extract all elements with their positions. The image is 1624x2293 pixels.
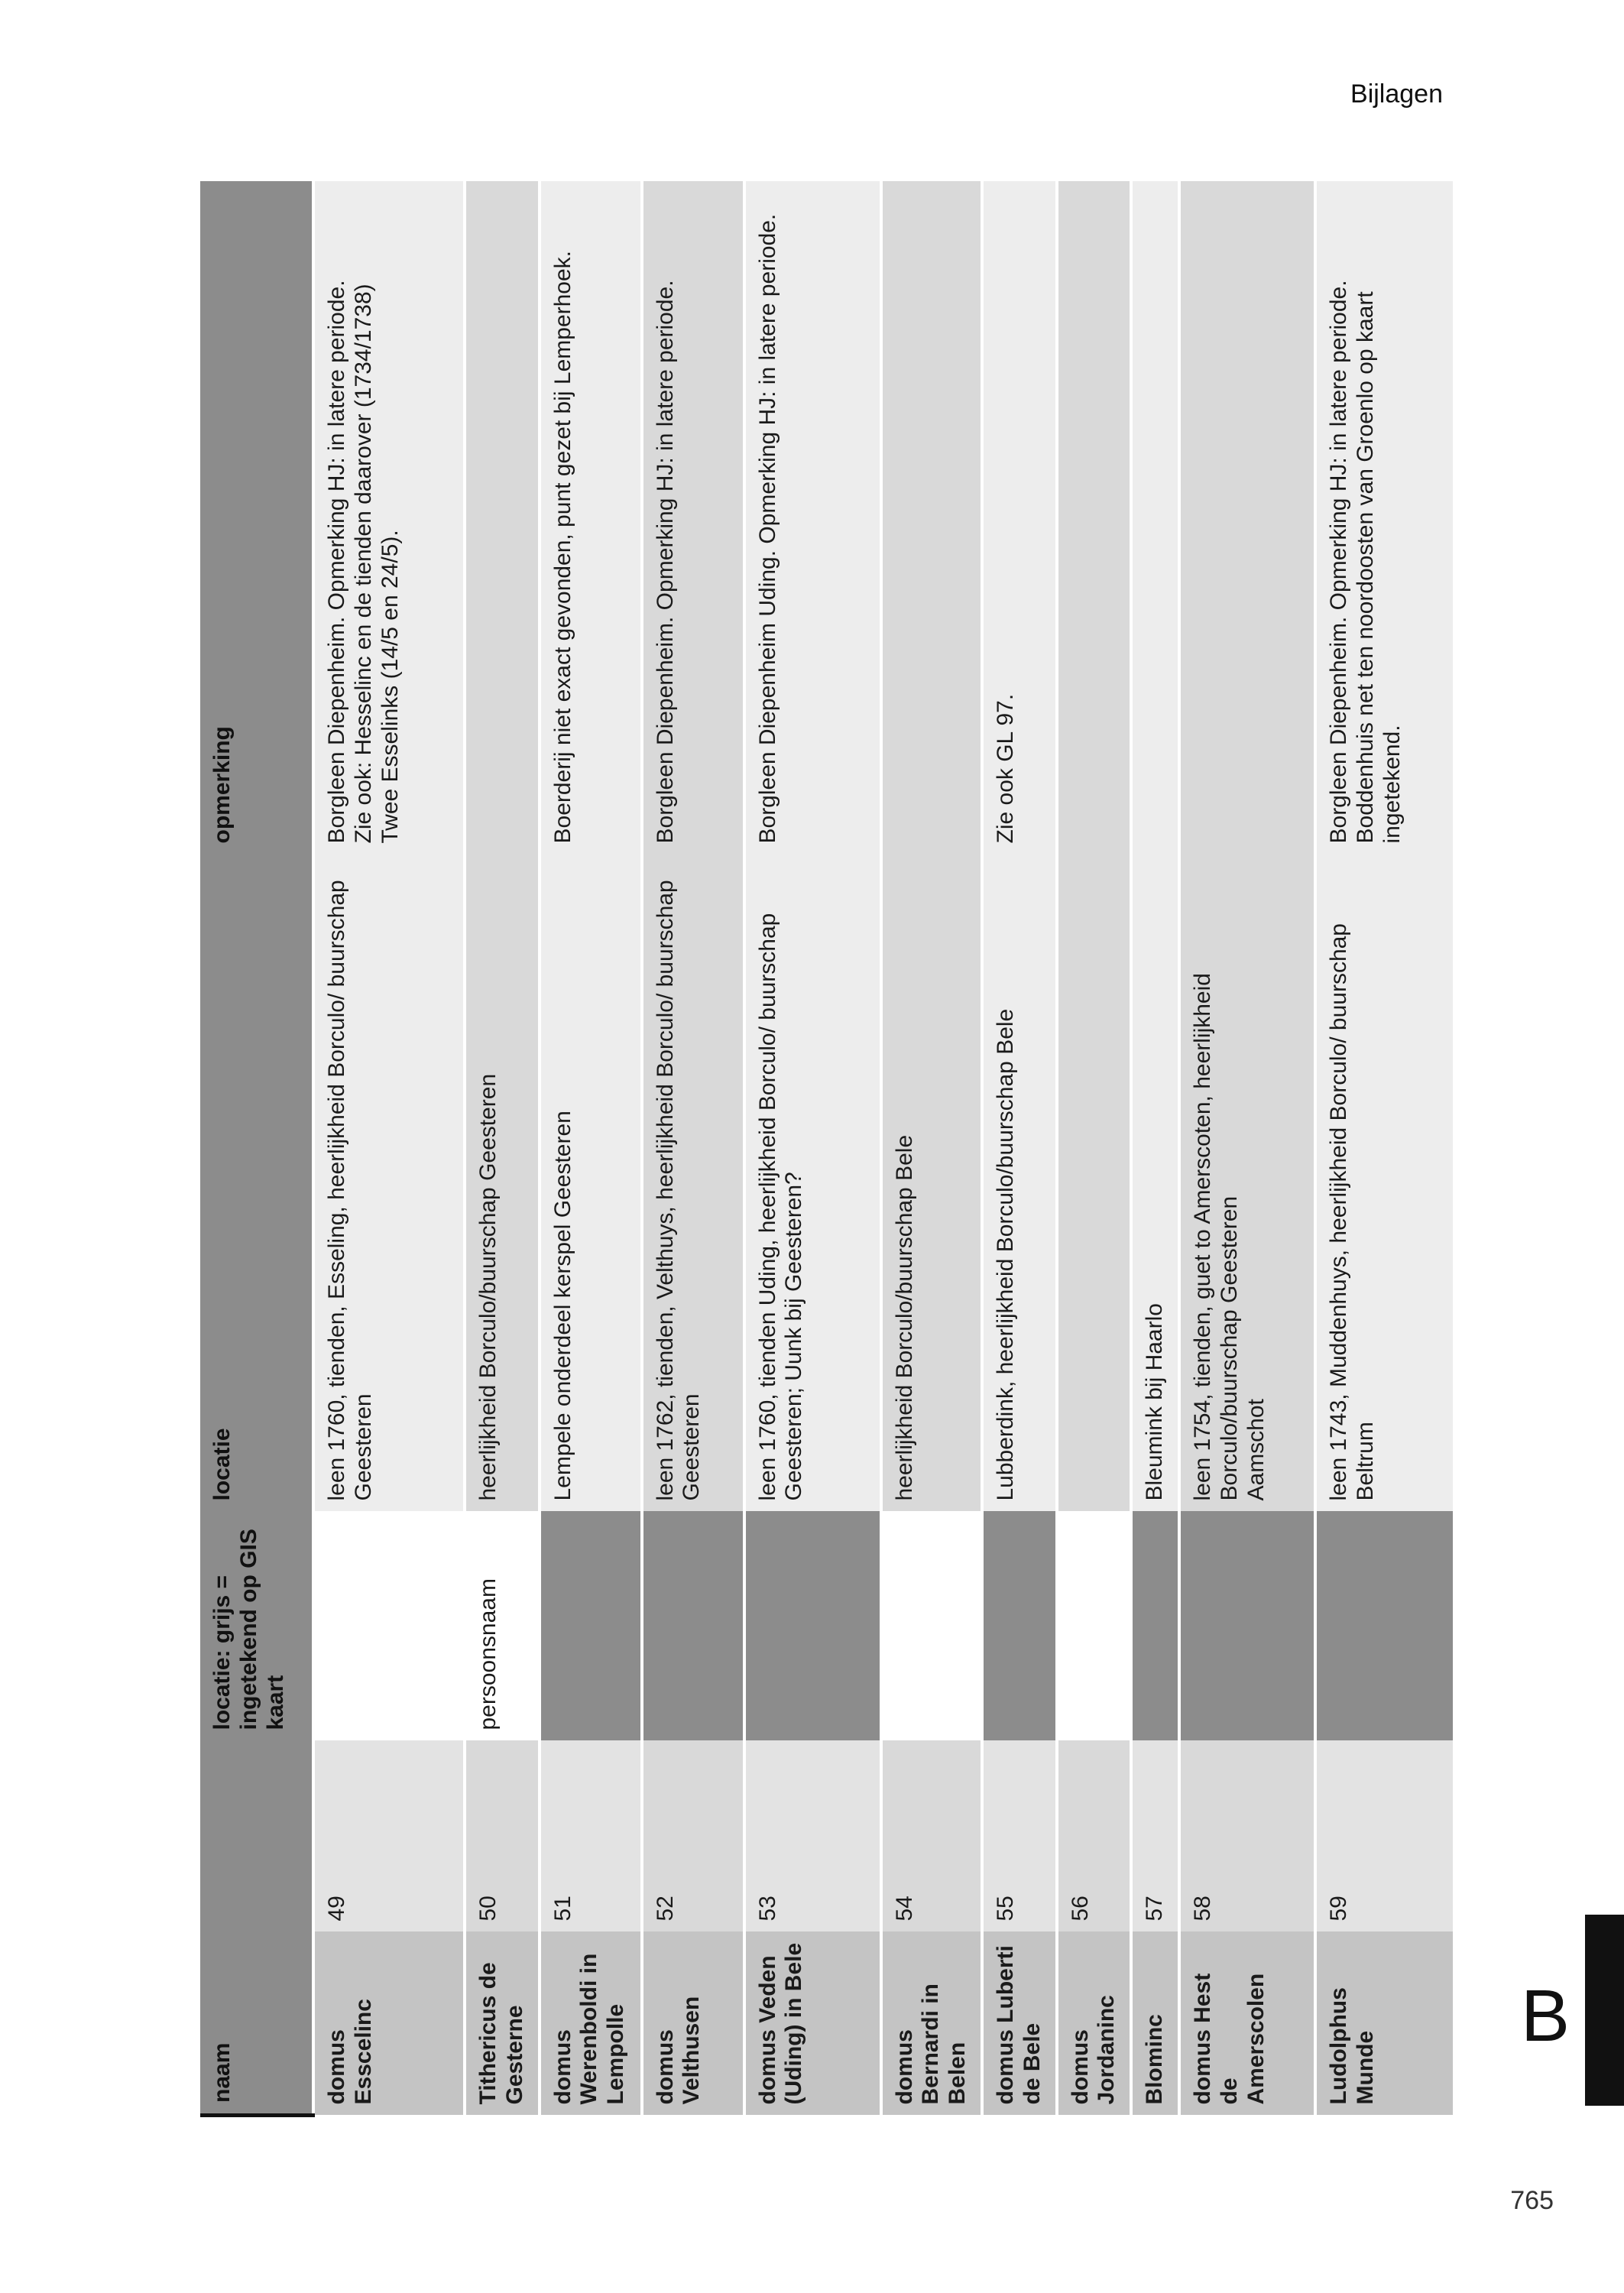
cell-nr: 50	[465, 1741, 540, 1932]
cell-gis	[540, 1512, 642, 1741]
cell-gis	[1057, 1512, 1132, 1741]
cell-opmerking: Borgleen Diepenheim. Opmerking HJ: in latere periode.	[642, 182, 744, 855]
page-number: 765	[1510, 2186, 1554, 2215]
cell-nr: 53	[744, 1741, 881, 1932]
cell-opmerking: Zie ook GL 97.	[982, 182, 1057, 855]
table-row	[465, 182, 540, 2116]
table-row	[642, 182, 744, 2116]
cell-naam: domus Bernardi in Belen	[881, 1932, 982, 2116]
cell-opmerking: Boerderij niet exact gevonden, punt gezet bij Lemperhoek.	[540, 182, 642, 855]
cell-opmerking: Borgleen Diepenheim. Opmerking HJ: in latere periode. Zie ook: Hesselinc en de tienden daarover (1734/1738) Twee Esselinks (14/5 en 24/5).	[313, 182, 465, 855]
cell-gis	[1131, 1512, 1179, 1741]
cell-locatie: Lempele onderdeel kerspel Geesteren	[540, 855, 642, 1512]
cell-locatie: leen 1760, tienden, Esseling, heerlijkheid Borculo/ buurschap Geesteren	[313, 855, 465, 1512]
cell-nr: 51	[540, 1741, 642, 1932]
cell-nr: 52	[642, 1741, 744, 1932]
section-letter: B	[1521, 1975, 1571, 2057]
cell-gis	[1315, 1512, 1453, 1741]
cell-naam: domus Esscelinc	[313, 1932, 465, 2116]
cell-gis	[881, 1512, 982, 1741]
table-row	[744, 182, 881, 2116]
cell-opmerking	[881, 182, 982, 855]
cell-nr: 49	[313, 1741, 465, 1932]
cell-naam: domus Veden (Uding) in Bele	[744, 1932, 881, 2116]
column-header-nr	[200, 1741, 313, 1932]
cell-nr: 56	[1057, 1741, 1132, 1932]
cell-naam: Blominc	[1131, 1932, 1179, 2116]
cell-gis	[642, 1512, 744, 1741]
column-header-opmerking: opmerking	[200, 182, 313, 855]
cell-gis	[1179, 1512, 1315, 1741]
cell-nr: 55	[982, 1741, 1057, 1932]
cell-locatie: leen 1743, Muddenhuys, heerlijkheid Borculo/ buurschap Beltrum	[1315, 855, 1453, 1512]
table-row	[1315, 182, 1453, 2116]
cell-locatie: heerlijkheid Borculo/buurschap Bele	[881, 855, 982, 1512]
table-row	[1131, 182, 1179, 2116]
table-header-row	[200, 182, 313, 2116]
cell-naam: domus Hest de Amerscolen	[1179, 1932, 1315, 2116]
cell-opmerking	[1131, 182, 1179, 855]
cell-naam: domus Velthusen	[642, 1932, 744, 2116]
column-header-naam: naam	[200, 1932, 313, 2116]
cell-gis	[982, 1512, 1057, 1741]
cell-naam: domus Werenboldi in Lempolle	[540, 1932, 642, 2116]
table-row	[881, 182, 982, 2116]
cell-nr: 57	[1131, 1741, 1179, 1932]
cell-opmerking	[465, 182, 540, 855]
cell-naam: domus Luberti de Bele	[982, 1932, 1057, 2116]
cell-naam: Ludolphus Munde	[1315, 1932, 1453, 2116]
column-header-locatie: locatie	[200, 855, 313, 1512]
cell-nr: 59	[1315, 1741, 1453, 1932]
cell-locatie: leen 1762, tienden, Velthuys, heerlijkheid Borculo/ buurschap Geesteren	[642, 855, 744, 1512]
cell-locatie: heerlijkheid Borculo/buurschap Geesteren	[465, 855, 540, 1512]
section-header: Bijlagen	[1350, 79, 1443, 109]
cell-opmerking: Borgleen Diepenheim. Opmerking HJ: in latere periode. Boddenhuis net ten noordoosten van Groenlo op kaart ingetekend.	[1315, 182, 1453, 855]
cell-gis	[313, 1512, 465, 1741]
table-row	[982, 182, 1057, 2116]
table-row	[1179, 182, 1315, 2116]
cell-locatie	[1057, 855, 1132, 1512]
table-row	[1057, 182, 1132, 2116]
section-tab-marker	[1585, 1915, 1624, 2106]
rotated-table-container	[200, 183, 1421, 2117]
cell-nr: 54	[881, 1741, 982, 1932]
cell-opmerking: Borgleen Diepenheim Uding. Opmerking HJ: in latere periode.	[744, 182, 881, 855]
cell-gis: persoonsnaam	[465, 1512, 540, 1741]
cell-naam: domus Jordaninc	[1057, 1932, 1132, 2116]
cell-nr: 58	[1179, 1741, 1315, 1932]
cell-locatie: leen 1754, tienden, guet to Amerscoten, heerlijkheid Borculo/buurschap Geesteren Aamschot	[1179, 855, 1315, 1512]
cell-gis	[744, 1512, 881, 1741]
data-table	[200, 182, 1453, 2118]
cell-locatie: leen 1760, tienden Uding, heerlijkheid Borculo/ buurschap Geesteren; Uunk bij Geesteren?	[744, 855, 881, 1512]
table-body	[313, 182, 1453, 2116]
cell-opmerking	[1179, 182, 1315, 855]
column-header-gis: locatie: grijs = ingetekend op GIS kaart	[200, 1512, 313, 1741]
cell-naam: Tithericus de Gesterne	[465, 1932, 540, 2116]
cell-locatie: Bleumink bij Haarlo	[1131, 855, 1179, 1512]
cell-opmerking	[1057, 182, 1132, 855]
table-row	[313, 182, 465, 2116]
cell-locatie: Lubberdink, heerlijkheid Borculo/buurschap Bele	[982, 855, 1057, 1512]
table-row	[540, 182, 642, 2116]
